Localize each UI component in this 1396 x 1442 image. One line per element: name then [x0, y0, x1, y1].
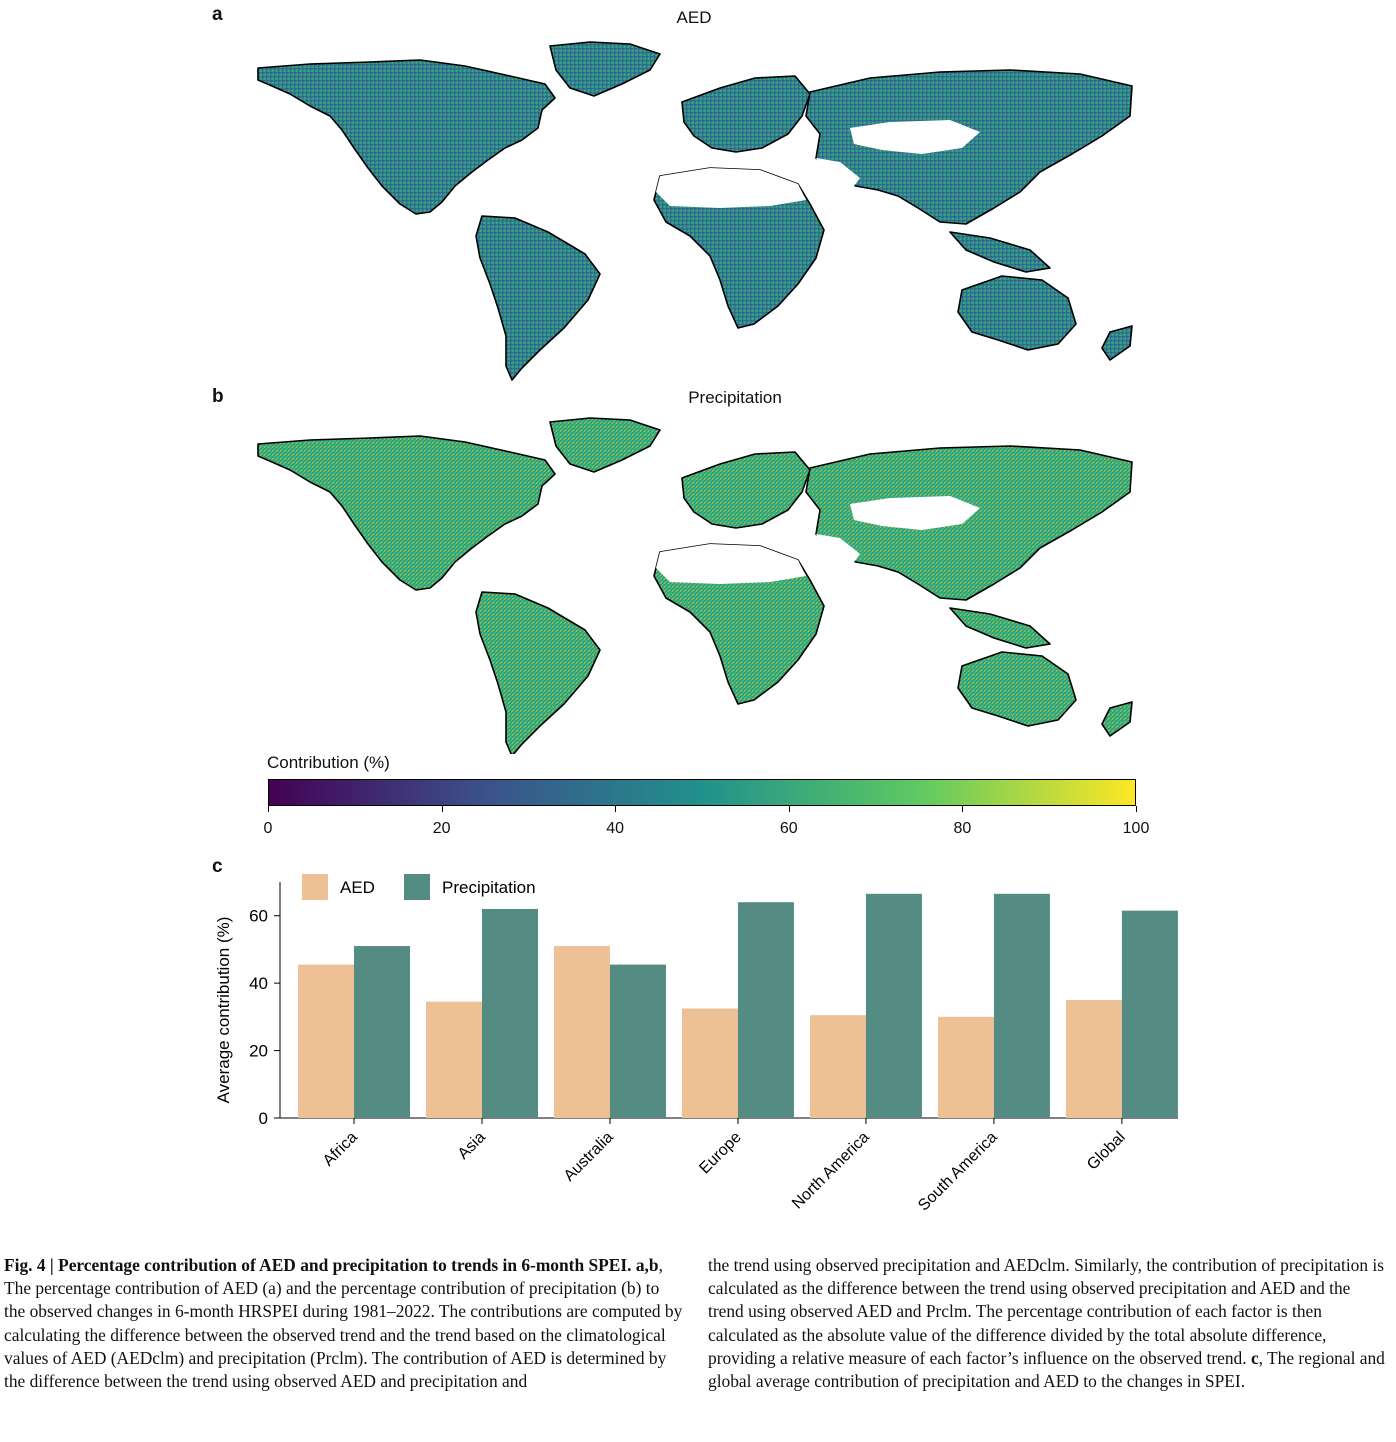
colorbar-title: Contribution (%) [267, 753, 390, 772]
panel-b-letter: b [212, 386, 224, 407]
colorbar-tick-label: 40 [606, 820, 625, 837]
legend-label: Precipitation [442, 878, 536, 897]
bar-precipitation [482, 909, 538, 1118]
x-tick-label: Australia [560, 1128, 617, 1185]
caption-panel-c-ref: c [1250, 1347, 1259, 1368]
colorbar-tick-label: 0 [263, 820, 273, 837]
y-tick-label: 60 [249, 906, 268, 926]
continent-southeast-asia [950, 232, 1050, 272]
continent-new-zealand [1102, 326, 1132, 360]
bar-precipitation [994, 894, 1050, 1118]
colorbar-tick-label: 60 [779, 820, 798, 837]
continent-australia [958, 276, 1076, 350]
x-tick-label: Asia [454, 1128, 489, 1163]
y-tick-label: 20 [249, 1041, 268, 1061]
x-tick-label: Europe [696, 1128, 745, 1178]
continent-north-america [258, 436, 555, 590]
panel-a-letter: a [212, 4, 223, 25]
caption-figure-label: Fig. 4 | Percentage contribution of AED and precipitation to trends in 6-month SPEI. [4, 1255, 632, 1275]
bar-precipitation [354, 946, 410, 1118]
continent-asia [806, 446, 1132, 600]
colorbar-tick [962, 806, 963, 812]
legend-label: AED [340, 878, 375, 897]
colorbar [268, 779, 1136, 806]
colorbar-tick-label: 80 [953, 820, 972, 837]
bar-precipitation [610, 965, 666, 1118]
bar-precipitation [1122, 911, 1178, 1118]
bar-aed [554, 946, 610, 1118]
bar-precipitation [738, 902, 794, 1118]
bar-aed [682, 1008, 738, 1118]
bar-aed [810, 1015, 866, 1118]
bar-aed [426, 1002, 482, 1118]
caption-left-column [4, 1254, 684, 1393]
continent-greenland [550, 42, 660, 96]
caption-right-text: the trend using observed precipitation and AEDclm. Similarly, the contribution of precipitation is calculated as the difference between the trend using observed precipitation and AED and the trend using observed AED and Prclm. The percentage contribution of each factor is then calculated as the absolute value of the difference divided by the total absolute difference, providing a relative measure of each factor’s influence on the observed trend. [708, 1255, 1384, 1368]
y-tick-label: 40 [249, 974, 268, 994]
panel-a-title: AED [676, 8, 712, 27]
precipitation-contribution-map [250, 412, 1140, 754]
legend-swatch [404, 874, 430, 900]
no-data-region-sahara [656, 544, 806, 584]
legend-swatch [302, 874, 328, 900]
bar-precipitation [866, 894, 922, 1118]
bar-chart [200, 860, 1200, 1230]
continent-australia [958, 652, 1076, 726]
panel-c-letter: c [212, 856, 223, 877]
x-tick-label: North America [789, 1128, 873, 1213]
caption-panel-refs: a,b [635, 1255, 659, 1275]
bar-aed [298, 965, 354, 1118]
x-tick-label: Africa [319, 1128, 361, 1170]
colorbar-tick [789, 806, 790, 812]
colorbar-tick-label: 100 [1122, 820, 1150, 837]
continent-north-america [258, 60, 555, 214]
y-tick-label: 0 [258, 1109, 268, 1128]
colorbar-tick [268, 806, 269, 812]
panel-b-title: Precipitation [688, 388, 782, 407]
continent-south-america [476, 592, 600, 754]
no-data-region-sahara [656, 168, 806, 208]
continent-europe [682, 452, 810, 528]
bar-aed [1066, 1000, 1122, 1118]
continent-asia [806, 70, 1132, 224]
continent-south-america [476, 216, 600, 380]
caption-right-column [708, 1254, 1388, 1393]
continent-southeast-asia [950, 608, 1050, 648]
continent-greenland [550, 418, 660, 472]
colorbar-tick-label: 20 [432, 820, 451, 837]
caption-right-text-end: , The regional and global average contribution of precipitation and AED to the changes in SPEI. [708, 1347, 1385, 1392]
colorbar-tick [442, 806, 443, 812]
aed-contribution-map [250, 36, 1140, 386]
continent-europe [682, 76, 810, 152]
y-axis-label: Average contribution (%) [214, 916, 233, 1104]
colorbar-tick [1136, 806, 1137, 812]
caption-left-text: , The percentage contribution of AED (a) and the percentage contribution of precipitation (b) to the observed changes in 6-month HRSPEI during 1981–2022. The contributions are computed by calculating the difference between the observed trend and the trend based on the climatological values of AED (AEDclm) and precipitation (Prclm). The contribution of AED is determined by the difference between the trend using observed AED and precipitation and [4, 1255, 683, 1392]
bar-aed [938, 1017, 994, 1118]
continent-new-zealand [1102, 702, 1132, 736]
x-tick-label: Global [1084, 1128, 1129, 1174]
x-tick-label: South America [915, 1128, 1001, 1215]
colorbar-tick [615, 806, 616, 812]
